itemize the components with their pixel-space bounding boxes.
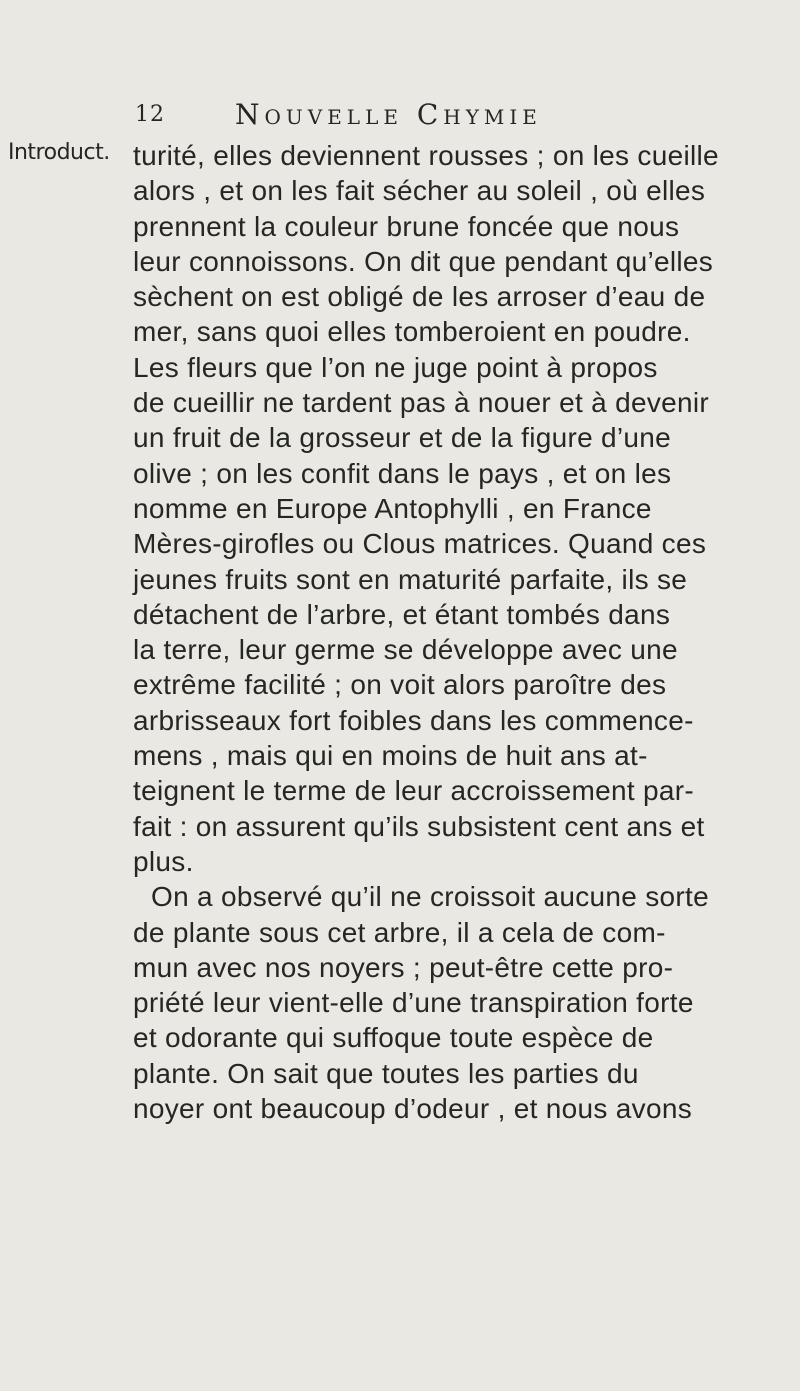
text-line: arbrisseaux fort foibles dans les commence-	[133, 704, 694, 736]
margin-note: Introduct.	[8, 140, 110, 165]
text-line: leur connoissons. On dit que pendant qu’elles	[133, 245, 714, 277]
text-line: mens , mais qui en moins de huit ans at-	[133, 740, 648, 772]
text-line: plante. On sait que toutes les parties du	[133, 1057, 639, 1089]
text-line: alors , et on les fait sécher au soleil , où elles	[133, 175, 706, 207]
text-line: et odorante qui suffoque toute espèce de	[133, 1022, 654, 1054]
text-line: noyer ont beaucoup d’odeur , et nous avons	[133, 1093, 692, 1125]
page-header	[135, 98, 695, 142]
text-line: un fruit de la grosseur et de la figure d’une	[133, 422, 672, 454]
body-text	[133, 138, 793, 1126]
text-line: jeunes fruits sont en maturité parfaite, ils se	[133, 563, 688, 595]
text-line: la terre, leur germe se développe avec une	[133, 634, 678, 666]
text-line: On a observé qu’il ne croissoit aucune sorte	[151, 881, 709, 913]
text-line: détachent de l’arbre, et étant tombés dans	[133, 598, 671, 630]
running-title: Nouvelle Chymie	[235, 98, 542, 131]
page-number: 12	[135, 102, 165, 127]
text-line: mer, sans quoi elles tomberoient en poudre.	[133, 316, 691, 348]
text-line: priété leur vient-elle d’une transpiration forte	[133, 987, 694, 1019]
text-line: sèchent on est obligé de les arroser d’eau de	[133, 281, 706, 313]
text-line: prennent la couleur brune foncée que nous	[133, 210, 680, 242]
text-line: de cueillir ne tardent pas à nouer et à devenir	[133, 387, 710, 419]
text-line: nomme en Europe Antophylli , en France	[133, 492, 652, 524]
text-line: de plante sous cet arbre, il a cela de com-	[133, 916, 666, 948]
text-line: plus.	[133, 845, 194, 877]
text-line: fait : on assurent qu’ils subsistent cent ans et	[133, 810, 705, 842]
text-line: extrême facilité ; on voit alors paroître des	[133, 669, 667, 701]
text-line: mun avec nos noyers ; peut-être cette pro-	[133, 951, 674, 983]
text-line: turité, elles deviennent rousses ; on les cueille	[133, 140, 719, 171]
text-line: olive ; on les confit dans le pays , et on les	[133, 457, 672, 489]
text-line: teignent le terme de leur accroissement par-	[133, 775, 695, 807]
text-line: Les fleurs que l’on ne juge point à propos	[133, 351, 658, 383]
text-line: Mères-girofles ou Clous matrices. Quand ces	[133, 528, 707, 560]
